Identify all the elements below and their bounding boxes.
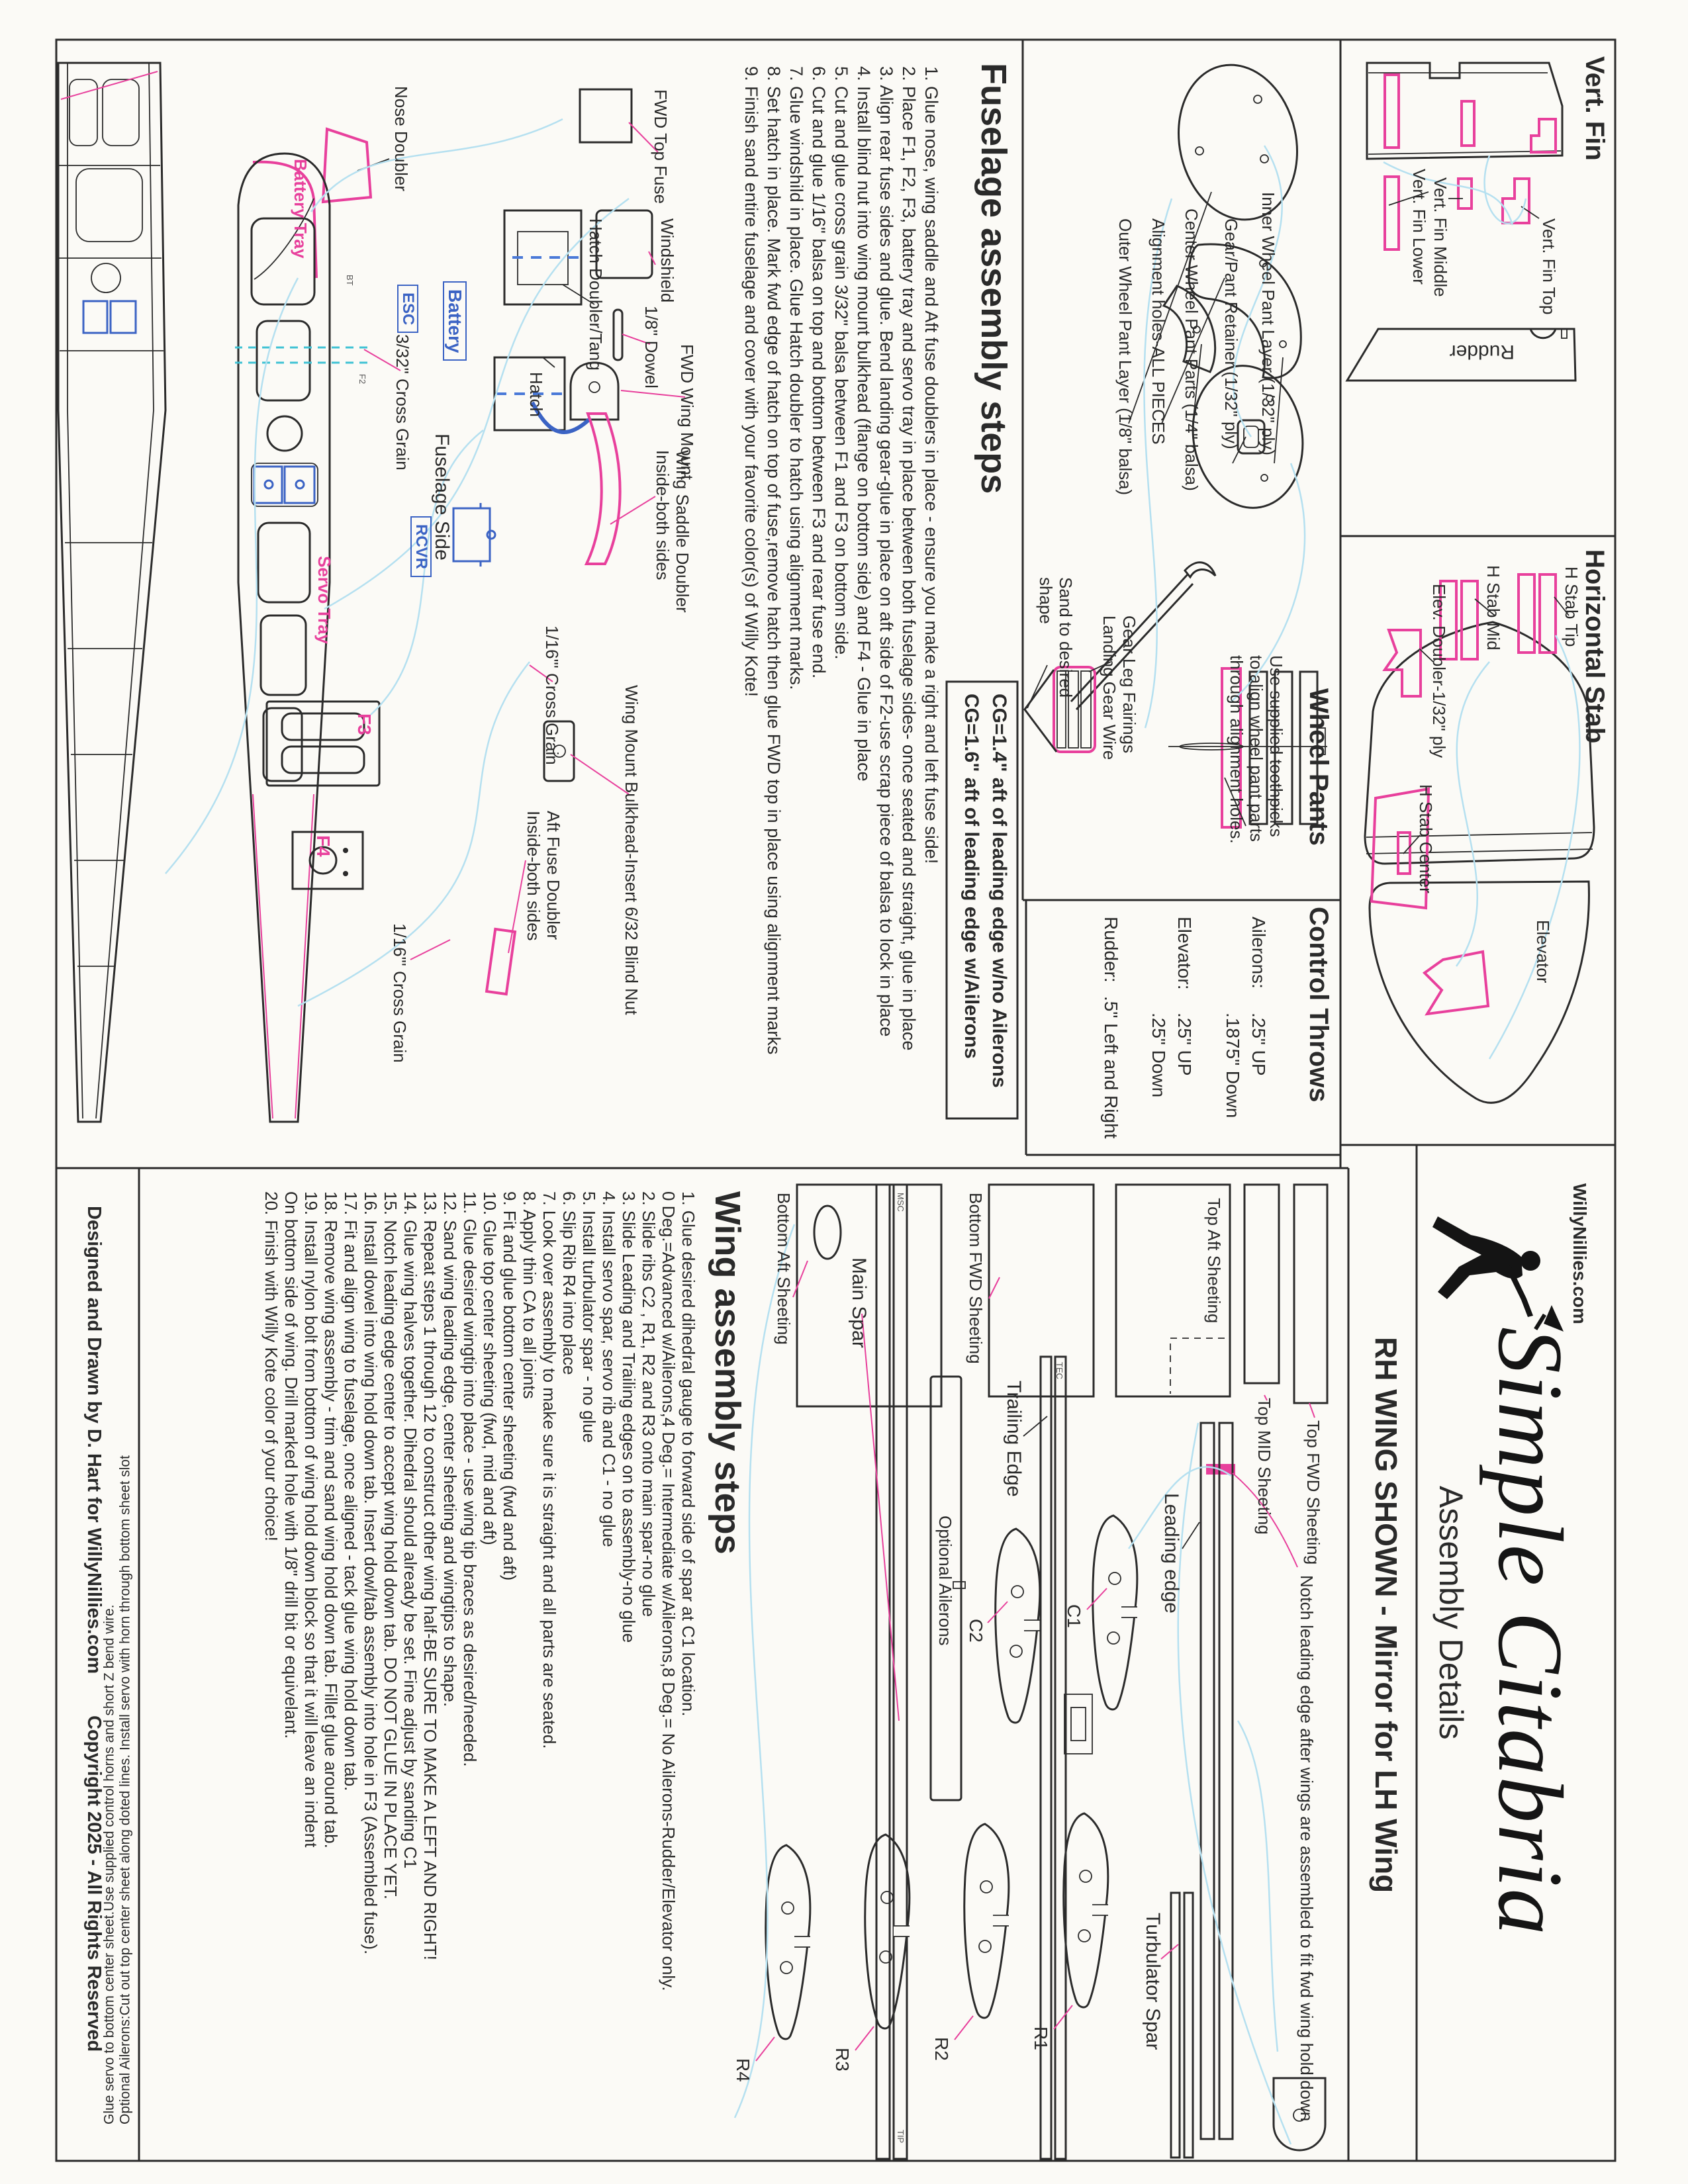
- wing-step-line: 3. Slide Leading and Trailing edges on to assembly-no glue: [619, 1191, 639, 1643]
- rcvr-label: RCVR: [410, 516, 432, 577]
- rib-r2: [964, 1824, 1010, 2018]
- elevator-joiner-part: [1425, 952, 1488, 1014]
- plan-subtitle: Assembly Details: [1432, 1486, 1470, 1740]
- throw-rudder-surface: Rudder:: [1101, 917, 1121, 983]
- top-aft-sheeting-label: Top Aft Sheeting: [1204, 1198, 1224, 1324]
- inner-wheel-pant-label: Inner Wheel Pant Layer (1/32" ply): [1258, 192, 1278, 455]
- top-mid-sheeting-label: Top MID Sheeting: [1254, 1398, 1274, 1535]
- horizontal-stab-drawing: [1365, 574, 1594, 1103]
- optional-ailerons-note: [102, 1291, 134, 2124]
- throw-aileron-up: .25" UP: [1248, 1013, 1269, 1076]
- fin-rib-middle-loose: [1458, 179, 1472, 208]
- trailing-edge-label: Trailing Edge: [1003, 1381, 1025, 1497]
- hstab-center-label: H Stab Center: [1416, 784, 1436, 893]
- wing-step-line: 6. Slip Rib R4 into place: [559, 1191, 579, 1375]
- wing-step-line: 14. Glue wing halves together. Dihedral should already be set. Fine adjust by sanding C1: [400, 1191, 420, 1869]
- top-mid-sheeting-part: [1244, 1185, 1279, 1383]
- battery-label: Battery: [443, 281, 467, 361]
- tec-tiny-label: TEC: [1055, 1362, 1064, 1379]
- wing-step-line: 16. Install dowel into wing hold down tab. Insert dowl/tab assembly into hole in F3 (Assembled fuse).: [361, 1191, 381, 1955]
- trailing-edge-strip: [1055, 1357, 1066, 2159]
- fuselage-step-3: 3. Align rear fuse sides and glue. Bend landing gear-glue in place on aft side of F2-use scrap piece of balsa to lock in place: [876, 66, 896, 1037]
- top-fwd-sheeting-part: [1294, 1185, 1327, 1403]
- wing-step-line: 8. Apply thin CA to all joints: [520, 1191, 539, 1399]
- servo-tray-label: Servo Tray: [314, 556, 334, 644]
- hatch-doubler-label: Hatch Doubler/Tang: [586, 218, 606, 371]
- control-throws-title: Control Throws: [1304, 907, 1333, 1103]
- f3-label: F3: [354, 713, 375, 735]
- tip-tiny-label: TIP: [896, 2130, 906, 2144]
- rib-r4-label: R4: [733, 2058, 753, 2082]
- rib-c1-label: C1: [1064, 1604, 1084, 1628]
- wing-saddle-label: Wing Saddle Doubler Inside-both sides: [653, 450, 692, 613]
- gear-pant-retainer-label: Gear/Pant Retainer (1/32" ply): [1221, 218, 1241, 449]
- cross-grain-332-label: 3/32" Cross Grain: [393, 334, 412, 471]
- servo-bay: [1064, 1694, 1092, 1754]
- vert-fin-top-label: Vert. Fin Top: [1539, 218, 1559, 315]
- fuselage-step-5: 5. Cut and glue cross grain 3/32" balsa between F1 and F3 on bottom side.: [831, 66, 851, 660]
- outer-wheel-pant-label: Outer Wheel Pant Layer (1/8" balsa): [1115, 218, 1135, 496]
- fuselage-side-view: [58, 63, 165, 1122]
- rib-r1: [1064, 1813, 1109, 2007]
- willynillies-logo-silhouette: [1432, 1216, 1564, 1332]
- msc-tiny-label: MSC: [896, 1193, 906, 1212]
- vert-fin-title: Vert. Fin: [1580, 56, 1609, 161]
- fin-rib-lower-loose: [1385, 177, 1399, 250]
- optional-note-line2: Glue servo to bottom center sheet.Use supplied control horns and short Z bend wire.: [101, 1604, 117, 2124]
- leading-edge-label: Leading edge: [1160, 1493, 1182, 1614]
- fuselage-step-9: 9. Finish sand entire fuselage and cover with your favorite color(s) of Willy Kote!: [741, 66, 761, 697]
- battery-tray-label: Battery Tray: [291, 159, 310, 259]
- throw-elevator-down: .25" Down: [1149, 1013, 1169, 1098]
- throw-elevator-surface: Elevator:: [1174, 917, 1195, 990]
- dowel-part: [614, 310, 622, 360]
- rib-r3: [865, 1835, 911, 2028]
- inner-wheel-pant: [1182, 357, 1313, 516]
- rib-r3-label: R3: [832, 2048, 853, 2071]
- gear-leg-note: Gear Leg Fairings Landing Gear Wire: [1100, 615, 1139, 760]
- wing-step-line: 2. Slide ribs C2 , R1, R2 and R3 onto main spar-no glue: [639, 1191, 659, 1617]
- alignment-holes-label: Alignment holes-ALL PIECES: [1149, 218, 1168, 445]
- site-name: WillyNillies.com: [1570, 1183, 1590, 1324]
- top-fwd-sheeting-label: Top FWD Sheeting: [1303, 1420, 1323, 1565]
- main-spar-strip: [894, 1185, 907, 2159]
- fuselage-step-8: 8. Set hatch in place. Mark fwd edge of hatch on top of fuse,remove hatch then glue FWD top in place using alignment marks: [764, 66, 784, 1055]
- wing-step-line: 17. Fit and align wing to fuselage, once aligned - tack glue wing hold down tab.: [341, 1191, 361, 1792]
- vert-fin-middle-label: Vert. Fin Middle: [1430, 177, 1450, 297]
- bottom-aft-sheeting-label: Bottom Aft Sheeting: [774, 1193, 794, 1345]
- turbulator-spar-strip: [1184, 1893, 1193, 2158]
- rudder-label: Rudder: [1449, 341, 1515, 363]
- fuselage-step-6: 6. Cut and glue 1/16" balsa on top and bottom between F3 and rear fuse end.: [809, 66, 829, 679]
- fin-rib-lower: [1385, 75, 1399, 148]
- horizontal-stab-title: Horizontal Stab: [1580, 549, 1609, 744]
- leading-edge-strip: [1219, 1423, 1233, 2139]
- bt-tiny-label: BT: [345, 275, 355, 286]
- cg-line-2: CG=1.6" aft of leading edge w/Ailerons: [961, 694, 982, 1059]
- optional-ailerons-label: Optional Ailerons: [935, 1516, 955, 1646]
- plan-title: Simple Citabria: [1479, 1327, 1581, 1936]
- hstab-tip-part: [1540, 574, 1556, 653]
- rib-r4: [766, 1845, 812, 2039]
- hstab-mid-label: H Stab Mid: [1483, 565, 1503, 651]
- wing-step-line: On bottom side of wing. Drill marked hole with 1/8" drill bit or equivelant.: [281, 1191, 301, 1739]
- esc-label: ESC: [397, 285, 418, 333]
- fin-rib-middle: [1462, 101, 1474, 146]
- wing-step-line: 5. Install turbulator spar - no glue: [579, 1191, 599, 1443]
- wing-step-line: 18. Remove wing assembly - trim and sand wing hold down tab. Fillet glue around tab.: [321, 1191, 341, 1848]
- rib-r2-label: R2: [931, 2037, 952, 2061]
- wing-step-line: 9. Fit and glue bottom center sheeting (fwd and aft): [500, 1191, 520, 1581]
- toothpick-note: Use supplied toothpicks to align wheel pant parts through alignment holes.: [1227, 655, 1286, 844]
- cross-grain-116a-label: 1/16"' Cross Grain: [542, 625, 562, 765]
- fuselage-step-4: 4. Install blind nut into wing mount bulkhead (flange on bottom side) and F4 - Glue in place: [854, 66, 874, 782]
- f4-label: F4: [313, 835, 334, 857]
- throw-elevator-up: .25" UP: [1174, 1013, 1195, 1076]
- dowel-label: 1/8" Dowel: [641, 306, 661, 388]
- fwd-top-fuse-label: FWD Top Fuse: [651, 89, 671, 204]
- throw-aileron-down: .1875" Down: [1223, 1013, 1243, 1118]
- center-wheel-pant-label: Center Wheel Pant Parts (1/4" balsa): [1182, 208, 1201, 491]
- f2-tiny-label: F2: [357, 374, 367, 385]
- wing-step-line: 10. Glue top center sheeting (fwd, mid and aft): [480, 1191, 500, 1545]
- fuselage-step-7: 7. Glue windshild in place. Glue Hatch doubler to hatch using alignment marks.: [786, 66, 806, 690]
- rib-r1-label: R1: [1031, 2026, 1051, 2050]
- wing-step-line: 4. Install servo spar, servo rib and C1 - no glue: [599, 1191, 619, 1547]
- wing-drawing: [735, 1185, 1327, 2159]
- wheel-pants-title: Wheel Pants: [1304, 688, 1333, 846]
- elev-doubler-label: Elev. Doubler-1/32" ply: [1429, 584, 1449, 758]
- rib-c2: [996, 1529, 1041, 1723]
- wing-step-line: 12. Sand wing leading edge, center sheeting and wingtips to shape.: [440, 1191, 460, 1707]
- copyright-line: Copyright 2025 - All Rights Reserved: [83, 1715, 105, 2052]
- wing-step-line: 11. Glue desired wingtip into place - use wing tip braces as desired/needed.: [460, 1191, 480, 1767]
- wing-step-line: 19. Install nylon bolt from bottom of wing hold down block so that it will leave an indent: [301, 1191, 321, 1848]
- fwd-wing-mount-label: FWD Wing Mount: [677, 344, 697, 480]
- turbulator-spar-label: Turbulator Spar: [1142, 1913, 1164, 2050]
- wing-step-line: 20. Finish with Willy Kote color of your choice!: [261, 1191, 281, 1541]
- outer-wheel-pant: [1164, 54, 1311, 230]
- cross-grain-116b-label: 1/16"' Cross Grain: [390, 923, 410, 1063]
- wing-saddle-part: [586, 414, 620, 564]
- sand-note: Sand to desired shape: [1036, 577, 1076, 698]
- wing-step-line: 7. Look over assembly to make sure it is straight and all parts are seated.: [539, 1191, 559, 1749]
- wing-banner: RH WING SHOWN - Mirror for LH Wing: [1369, 1337, 1403, 1893]
- fuselage-side-label: Fuselage Side: [431, 433, 453, 561]
- notch-note: Notch leading edge after wings are assembled to fit fwd wing hold down: [1297, 1575, 1317, 2122]
- wing-step-line: 13. Repeat steps 1 through 12 to construct other wing half-BE SURE TO MAKE A LEFT AND RIGHT!: [420, 1191, 440, 1960]
- wing-step-line: 1. Glue desired dihedral gauge to forward side of spar at C1 location.: [679, 1191, 698, 1717]
- fuselage-step-2: 2. Place F1, F2, F3, battery tray and servo tray in place between both fuselage sides- once seated and straight, glue in place: [899, 66, 919, 1051]
- nose-doubler-part: [323, 129, 371, 202]
- main-spar-label: Main Spar: [848, 1257, 870, 1348]
- cg-line-1: CG=1.4" aft of leading edge w/no Ailerons: [988, 694, 1010, 1088]
- throw-rudder-value: .5" Left and Right: [1101, 996, 1121, 1139]
- hstab-tip-label: H Stab Tip: [1562, 567, 1581, 647]
- fin-rib-top: [1531, 119, 1556, 152]
- elevator-label: Elevator: [1533, 920, 1553, 983]
- bottom-fwd-sheeting-label: Bottom FWD Sheeting: [966, 1193, 986, 1364]
- windshield-label: Windshield: [657, 218, 677, 303]
- wing-steps-title: Wing assembly steps: [708, 1191, 747, 1555]
- credit-line: Designed and Drawn by D. Hart for WillyNillies.com: [83, 1206, 105, 1674]
- aft-fuse-doubler-label: Aft Fuse Doubler Inside-both sides: [524, 811, 563, 941]
- fuselage-steps-title: Fuselage assembly steps: [974, 63, 1013, 494]
- fuselage-step-1: 1. Glue nose, wing saddle and Aft fuse doublers in place - ensure you make a right and left fuse side!: [921, 66, 941, 864]
- hatch-label: Hatch: [526, 372, 546, 417]
- hstab-mid-part: [1462, 581, 1477, 659]
- wing-step-line: 0 Deg.=Advanced w/Ailerons,4 Deg.= Intermediate w/Ailerons,8 Deg.= No Ailerons-Rudder/Elevator only.: [659, 1191, 679, 1991]
- wing-step-line: 15. Notch leading edge center to accept wing hold down tab. DO NOT GLUE IN PLACE YET.: [381, 1191, 400, 1899]
- vert-fin-lower-label: Vert. Fin Lower: [1409, 169, 1429, 285]
- optional-note-line1: Optional Ailerons:Cut out top center sheet along doted lines. Install servo with horn through bottom sheet slot: [117, 1455, 133, 2124]
- throw-aileron-surface: Ailerons:: [1248, 917, 1269, 989]
- fwd-wing-mount-part: [571, 363, 618, 420]
- fwd-top-fuse-part: [580, 89, 632, 142]
- rib-c2-label: C2: [966, 1619, 986, 1643]
- nose-doubler-label: Nose Doubler: [391, 86, 411, 191]
- wing-mount-bulkhead-label: Wing Mount Bulkhead-Insert 6/32 Blind Nut: [622, 685, 641, 1015]
